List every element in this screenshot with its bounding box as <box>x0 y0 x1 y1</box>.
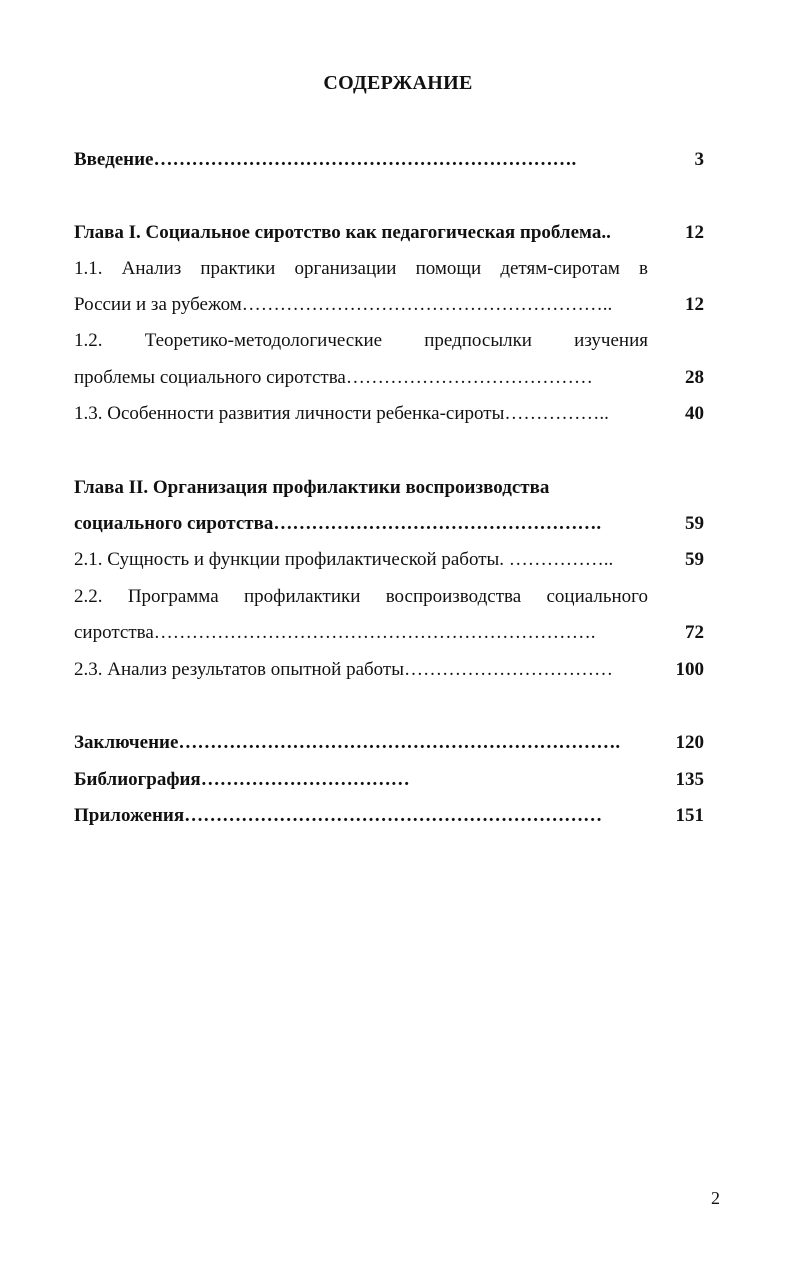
toc-page-number: 40 <box>685 403 704 424</box>
toc-entry-text-continued: России и за рубежом………………………………………………….. <box>74 294 613 315</box>
toc-entry-text-continued: социального сиротства……………………………………………. <box>74 513 602 534</box>
toc-entry-text-continued: проблемы социального сиротства………………………………… <box>74 367 593 388</box>
toc-page-number: 12 <box>685 222 704 243</box>
toc-entry-text-continued: сиротства……………………………………………………………. <box>74 622 596 643</box>
page-title: СОДЕРЖАНИЕ <box>323 72 473 94</box>
toc-entry-text: Библиография…………………………… <box>74 769 410 790</box>
toc-entry-text: Глава I. Социальное сиротство как педагогическая проблема.. <box>74 222 611 243</box>
toc-page-number: 59 <box>685 513 704 534</box>
toc-page-number: 28 <box>685 367 704 388</box>
toc-entry-text: 1.1. Анализ практики организации помощи детям-сиротам в <box>74 258 648 279</box>
toc-page-number: 120 <box>675 732 704 753</box>
toc-entry-text: Приложения………………………………………………………… <box>74 805 603 826</box>
toc-entry-text: Заключение……………………………………………………………. <box>74 732 621 753</box>
toc-entry-text: Глава II. Организация профилактики воспроизводства <box>74 477 550 498</box>
footer-page-number: 2 <box>711 1188 720 1208</box>
toc-page-number: 135 <box>675 769 704 790</box>
toc-entry-text: 2.3. Анализ результатов опытной работы…………………………… <box>74 659 613 680</box>
toc-page-number: 72 <box>685 622 704 643</box>
toc-page-number: 100 <box>675 659 704 680</box>
toc-entry-text: 1.2. Теоретико-методологические предпосылки изучения <box>74 330 648 351</box>
toc-entry-text: 2.2. Программа профилактики воспроизводства социального <box>74 586 648 607</box>
toc-entry-text: Введение…………………………………………………………. <box>74 149 577 170</box>
toc-entry-text: 1.3. Особенности развития личности ребенка-сироты…………….. <box>74 403 609 424</box>
toc-page-number: 12 <box>685 294 704 315</box>
toc-entry-text: 2.1. Сущность и функции профилактической работы. …………….. <box>74 549 614 570</box>
toc-page-number: 151 <box>675 805 704 826</box>
toc-page-number: 59 <box>685 549 704 570</box>
toc-page-number: 3 <box>694 149 704 170</box>
